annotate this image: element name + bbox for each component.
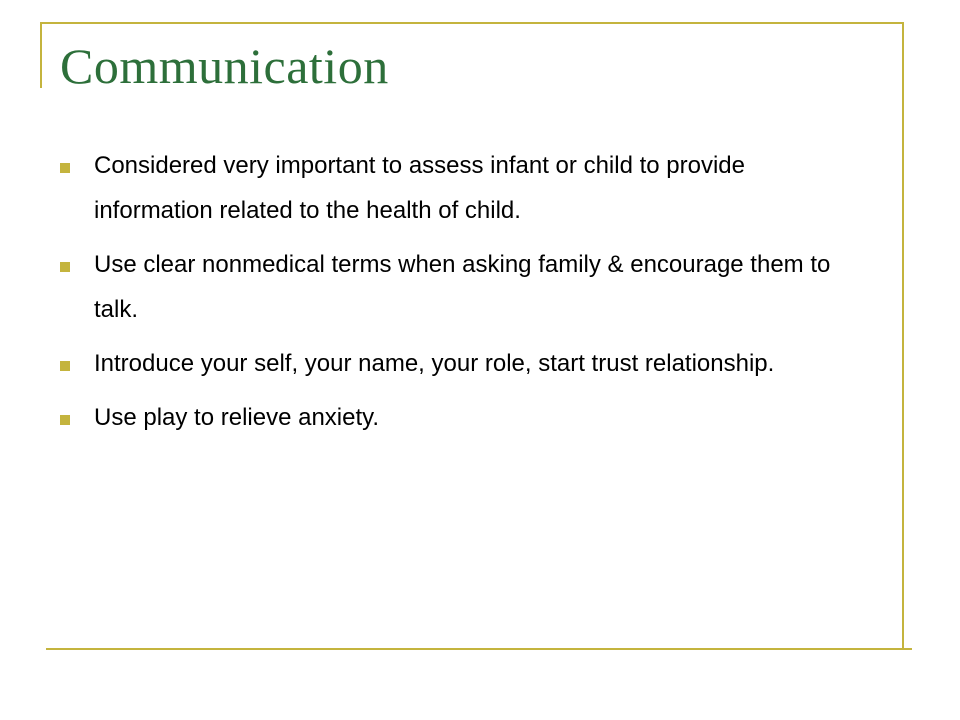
bullet-text: Use play to relieve anxiety.: [94, 404, 380, 431]
bullet-item: [60, 143, 840, 233]
square-bullet-icon: [60, 163, 70, 173]
bullet-text: Introduce your self, your name, your role, start trust relationship.: [94, 350, 775, 377]
slide-title: Communication: [60, 38, 389, 94]
frame-left-rule: [40, 22, 42, 88]
bullet-text: Use clear nonmedical terms when asking family & encourage them to talk.: [94, 251, 831, 323]
bullet-item: [60, 395, 840, 440]
frame-top-rule: [40, 22, 904, 24]
square-bullet-icon: [60, 361, 70, 371]
frame-right-rule: [902, 22, 904, 650]
bullet-item: [60, 341, 840, 386]
frame-bottom-rule: [46, 648, 912, 650]
bullet-text: Considered very important to assess infant or child to provide information related to the health of child.: [94, 152, 745, 224]
square-bullet-icon: [60, 262, 70, 272]
square-bullet-icon: [60, 415, 70, 425]
bullet-list: [60, 143, 840, 449]
bullet-item: [60, 242, 840, 332]
